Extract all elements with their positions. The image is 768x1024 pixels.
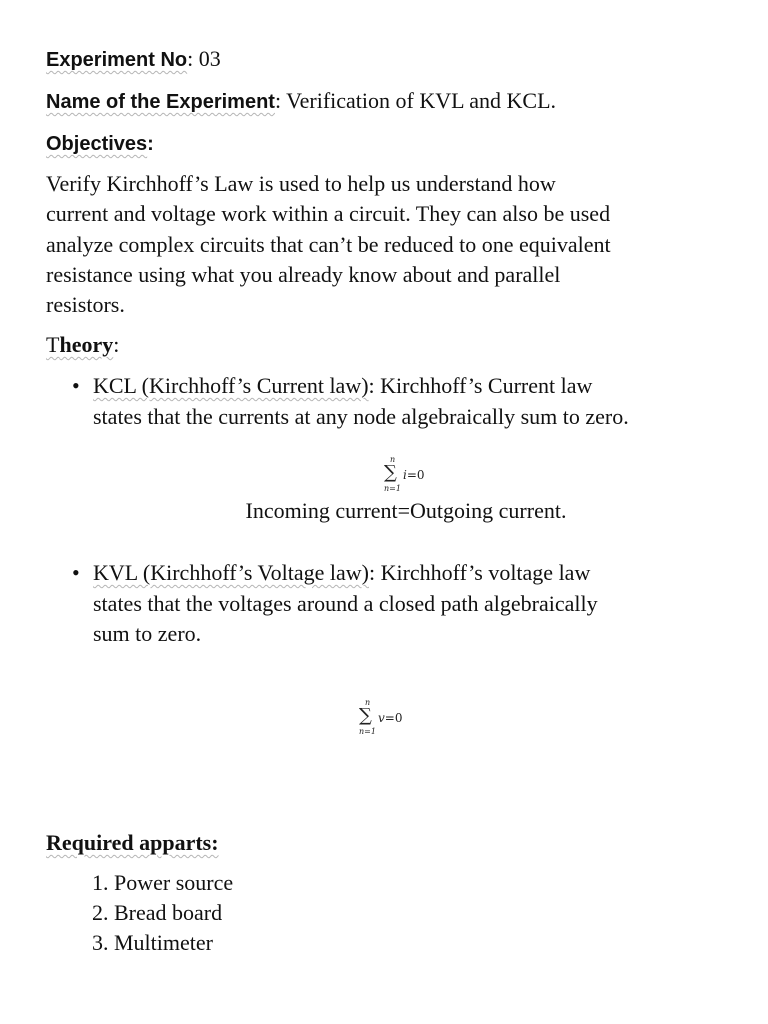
theory-heading — [46, 330, 119, 360]
kvl-line-2: states that the voltages around a closed path algebraically — [93, 590, 598, 616]
apparatus-item-2: 2. Bread board — [92, 900, 223, 925]
kcl-formula — [384, 456, 444, 496]
theory-label-rest: heory — [59, 332, 114, 357]
experiment-name-label: Name of the Experiment — [46, 91, 275, 113]
theory-colon: : — [113, 332, 120, 357]
objectives-colon: : — [147, 133, 154, 155]
apparatus-item-3: 3. Multimeter — [92, 930, 213, 955]
kvl-term: KVL (Kirchhoff’s Voltage law) — [93, 560, 369, 585]
kcl-term: KCL (Kirchhoff’s Current law) — [93, 373, 369, 398]
kvl-bullet: • — [72, 560, 80, 585]
objectives-line-4: resistance using what you already know about and parallel — [46, 261, 561, 287]
apparatus-item-1: 1. Power source — [92, 870, 234, 895]
experiment-number-line — [46, 44, 221, 75]
experiment-name-line — [46, 86, 556, 117]
theory-label — [46, 332, 113, 357]
kvl-formula-upper: n — [365, 698, 371, 707]
objectives-line-2: current and voltage work within a circuit. They can also be used — [46, 201, 611, 227]
kcl-note: Incoming current=Outgoing current. — [245, 498, 567, 523]
objectives-paragraph — [46, 169, 736, 320]
kcl-formula-lower: n=1 — [384, 484, 401, 493]
objectives-line-3: analyze complex circuits that can’t be reduced to one equivalent — [46, 231, 611, 257]
kcl-formula-rhs — [403, 469, 425, 481]
kvl-formula-eq: =0 — [384, 711, 403, 725]
objectives-line-1: Verify Kirchhoff’s Law is used to help us understand how — [46, 171, 556, 196]
kcl-text — [93, 371, 743, 432]
kvl-formula-lower: n=1 — [359, 727, 376, 736]
apparatus-heading — [46, 828, 219, 858]
objectives-heading — [46, 128, 154, 159]
experiment-number-label: Experiment No — [46, 49, 188, 71]
kvl-line-1-rest: : Kirchhoff’s voltage law — [368, 560, 591, 585]
kcl-line-2: states that the currents at any node algebraically sum to zero. — [93, 403, 629, 429]
sigma-icon: ∑ — [384, 462, 397, 483]
kcl-line-1 — [93, 371, 743, 402]
objectives-line-5: resistors. — [46, 292, 125, 318]
objectives-label: Objectives — [46, 133, 148, 155]
experiment-name-value: : Verification of KVL and KCL. — [274, 88, 557, 113]
apparatus-heading-text: Required apparts: — [46, 830, 219, 855]
kvl-formula — [359, 699, 419, 739]
kcl-formula-eq: =0 — [406, 468, 425, 482]
kcl-line-1-rest: : Kirchhoff’s Current law — [368, 373, 593, 398]
kvl-line-3: sum to zero. — [93, 621, 202, 646]
kvl-line-1 — [93, 558, 743, 589]
kvl-formula-var: v — [378, 711, 385, 725]
kvl-formula-rhs — [378, 712, 402, 724]
kvl-text — [93, 558, 743, 650]
kcl-formula-upper: n — [390, 455, 396, 464]
kcl-bullet: • — [72, 373, 80, 398]
experiment-number-value: : 03 — [187, 46, 221, 71]
sigma-icon: ∑ — [359, 705, 372, 726]
theory-label-first: T — [46, 332, 60, 357]
kcl-formula-var: i — [403, 468, 407, 482]
